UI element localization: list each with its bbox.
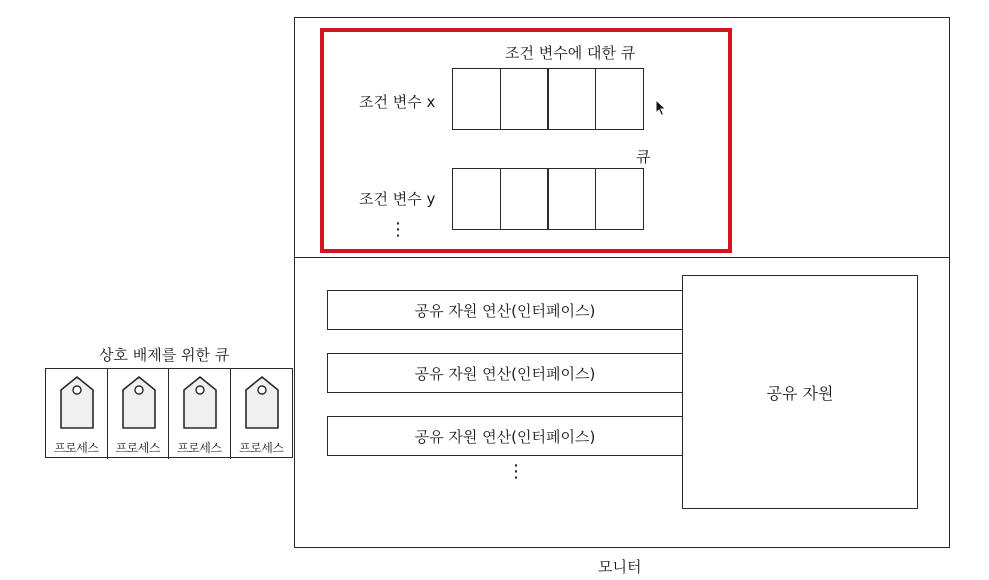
monitor-label: 모니터	[598, 558, 642, 576]
monitor-divider	[294, 257, 950, 258]
more-interfaces-ellipsis: ⋮	[507, 461, 525, 482]
tag-icon	[55, 374, 99, 432]
process-label: 프로세스	[239, 441, 284, 455]
process-tag	[46, 369, 108, 459]
more-conditions-ellipsis: ⋮	[389, 219, 407, 240]
queue-slot	[452, 168, 501, 230]
condition-y-queue-label: 큐	[636, 148, 651, 166]
tag-icon	[178, 374, 222, 432]
process-tag	[108, 369, 170, 459]
queue-slot	[500, 68, 549, 130]
queue-slot	[452, 68, 501, 130]
condition-y-queue	[452, 168, 644, 230]
queue-slot	[547, 168, 596, 230]
process-label: 프로세스	[115, 441, 160, 455]
condition-queue-title: 조건 변수에 대한 큐	[505, 44, 636, 62]
interface-operation-2: 공유 자원 연산(인터페이스)	[327, 353, 683, 393]
mutex-queue	[45, 368, 293, 458]
process-label: 프로세스	[177, 441, 222, 455]
queue-slot	[547, 68, 596, 130]
interface-operation-3: 공유 자원 연산(인터페이스)	[327, 416, 683, 456]
shared-resource-label: 공유 자원	[766, 383, 834, 403]
mouse-cursor-icon	[655, 99, 667, 117]
queue-slot	[595, 68, 644, 130]
queue-slot	[595, 168, 644, 230]
shared-resource-box	[682, 275, 918, 509]
condition-x-queue	[452, 68, 644, 130]
interface-operation-1: 공유 자원 연산(인터페이스)	[327, 290, 683, 330]
condition-variable-x-label: 조건 변수 x	[359, 93, 436, 111]
process-tag	[231, 369, 293, 459]
process-tag	[169, 369, 231, 459]
tag-icon	[117, 374, 161, 432]
condition-variable-y-label: 조건 변수 y	[359, 190, 436, 208]
process-label: 프로세스	[54, 441, 99, 455]
queue-slot	[500, 168, 549, 230]
mutex-queue-title: 상호 배제를 위한 큐	[99, 346, 230, 364]
tag-icon	[240, 374, 284, 432]
